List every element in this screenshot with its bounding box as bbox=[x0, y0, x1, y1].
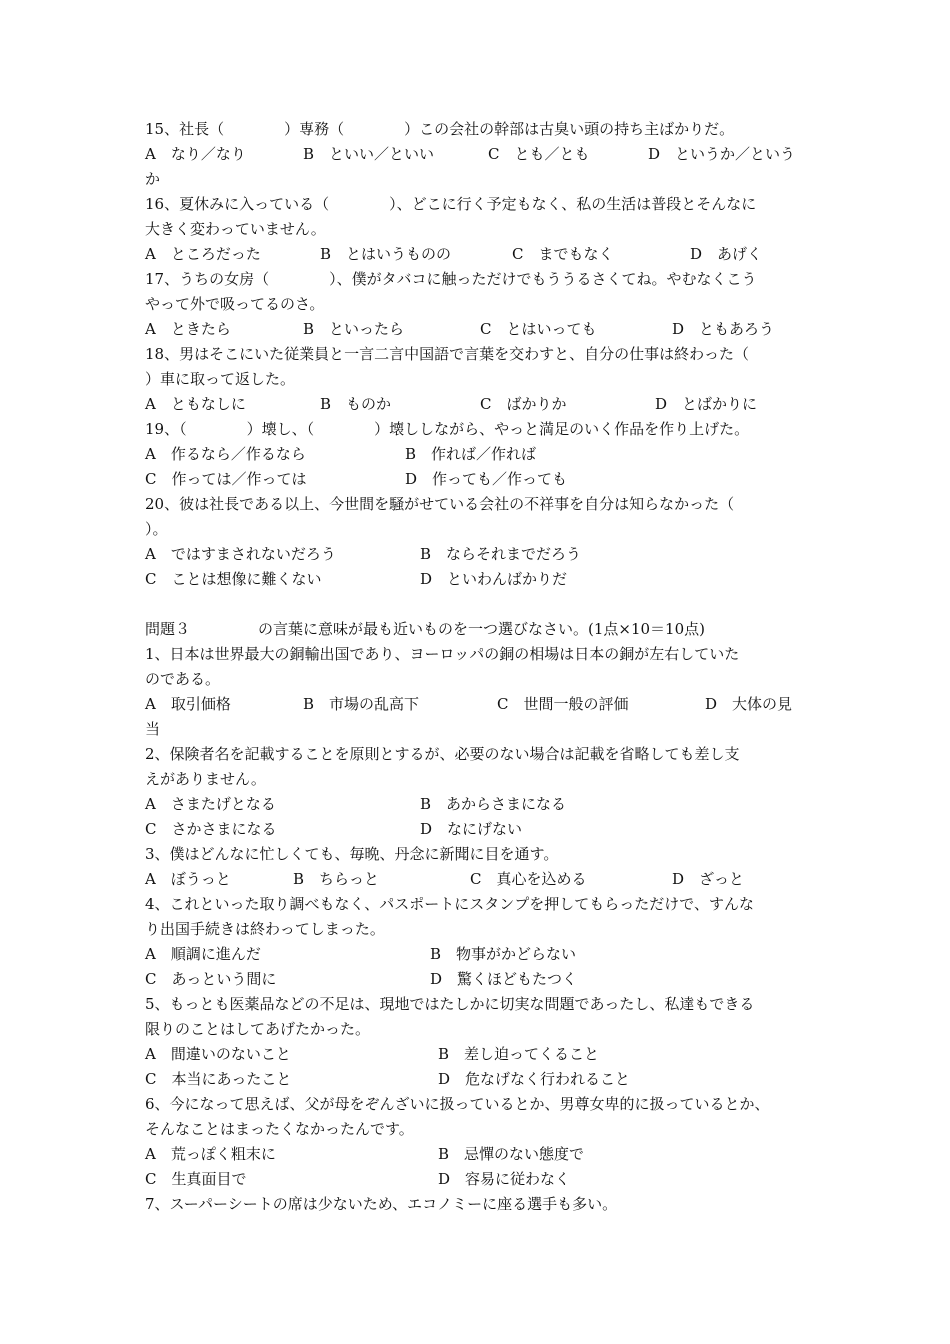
q16-option-d: D あげく bbox=[690, 245, 763, 263]
q20-option-a: A ではすまされないだろう bbox=[145, 545, 336, 563]
question-19-stem: 19、（ ）壊し、（ ）壊ししながら、やっと満足のいく作品を作り上げた。 bbox=[145, 420, 750, 438]
q19-option-c: C 作っては／作っては bbox=[145, 470, 307, 488]
q20-option-b: B ならそれまでだろう bbox=[420, 545, 582, 563]
q18-option-a: A ともなしに bbox=[145, 395, 246, 413]
s3q1-option-c: C 世間一般の評価 bbox=[497, 695, 629, 713]
s3q1-option-d: D 大体の見 bbox=[705, 695, 793, 713]
s3q1-option-a: A 取引価格 bbox=[145, 695, 231, 713]
s3-question-2-stem-line2: えがありません。 bbox=[145, 770, 266, 788]
s3-question-6-stem-line1: 6、今になって思えば、父が母をぞんざいに扱っているとか、男尊女卑的に扱っているとか、 bbox=[145, 1095, 770, 1113]
s3-question-1-stem-line2: のである。 bbox=[145, 670, 221, 688]
s3q3-option-b: B ちらっと bbox=[293, 870, 380, 888]
s3q2-option-c: C さかさまになる bbox=[145, 820, 277, 838]
q16-option-c: C までもなく bbox=[512, 245, 614, 263]
s3-question-5-stem-line1: 5、もっとも医薬品などの不足は、現地ではたしかに切実な問題であったし、私達もできる bbox=[145, 995, 755, 1013]
q18-option-c: C ばかりか bbox=[480, 395, 567, 413]
s3-question-6-stem-line2: そんなことはまったくなかったんです。 bbox=[145, 1120, 414, 1138]
question-18-stem-line2: ）車に取って返した。 bbox=[145, 370, 296, 388]
s3q2-option-d: D なにげない bbox=[420, 820, 523, 838]
q15-option-a: A なり／なり bbox=[145, 145, 246, 163]
s3-question-4-stem-line1: 4、これといった取り調べもなく、パスポートにスタンプを押してもらっただけで、すんな bbox=[145, 895, 754, 913]
s3q2-option-a: A さまたげとなる bbox=[145, 795, 276, 813]
question-17-stem-line2: やって外で吸ってるのさ。 bbox=[145, 295, 325, 313]
q20-option-c: C ことは想像に難くない bbox=[145, 570, 322, 588]
s3-question-3-stem: 3、僕はどんなに忙しくても、毎晩、丹念に新聞に目を通す。 bbox=[145, 845, 559, 863]
s3q3-option-d: D ざっと bbox=[672, 870, 745, 888]
s3q3-option-c: C 真心を込める bbox=[470, 870, 587, 888]
q19-option-b: B 作れば／作れば bbox=[405, 445, 537, 463]
question-17-stem-line1: 17、うちの女房（ ）、僕がタバコに触っただけでもううるさくてね。やむなくこう bbox=[145, 270, 757, 288]
q19-option-a: A 作るなら／作るなら bbox=[145, 445, 306, 463]
section-3-instruction: の言葉に意味が最も近いものを一つ選びなさい。(1点×10＝10点) bbox=[258, 620, 705, 638]
q17-option-c: C とはいっても bbox=[480, 320, 597, 338]
s3-question-7-stem: 7、スーパーシートの席は少ないため、エコノミーに座る選手も多い。 bbox=[145, 1195, 618, 1213]
q16-option-a: A ところだった bbox=[145, 245, 261, 263]
question-18-stem-line1: 18、男はそこにいた従業員と一言二言中国語で言葉を交わすと、自分の仕事は終わった（ bbox=[145, 345, 749, 363]
s3q5-option-b: B 差し迫ってくること bbox=[438, 1045, 600, 1063]
q15-option-d-wrap: か bbox=[145, 170, 161, 188]
question-16-stem-line1: 16、夏休みに入っている（ ）、どこに行く予定もなく、私の生活は普段とそんなに bbox=[145, 195, 757, 213]
s3q4-option-a: A 順調に進んだ bbox=[145, 945, 261, 963]
s3-question-5-stem-line2: 限りのことはしてあげたかった。 bbox=[145, 1020, 371, 1038]
s3-question-1-stem-line1: 1、日本は世界最大の銅輸出国であり、ヨーロッパの銅の相場は日本の銅が左右していた bbox=[145, 645, 740, 663]
s3-question-4-stem-line2: り出国手続きは終わってしまった。 bbox=[145, 920, 385, 938]
s3q5-option-c: C 本当にあったこと bbox=[145, 1070, 292, 1088]
q18-option-d: D とばかりに bbox=[655, 395, 758, 413]
q16-option-b: B とはいうものの bbox=[320, 245, 452, 263]
section-3-label: 問題３ bbox=[145, 620, 191, 638]
q17-option-b: B といったら bbox=[303, 320, 405, 338]
s3q5-option-a: A 間違いのないこと bbox=[145, 1045, 291, 1063]
question-16-stem-line2: 大きく変わっていません。 bbox=[145, 220, 326, 238]
s3q6-option-d: D 容易に従わなく bbox=[438, 1170, 571, 1188]
s3q6-option-a: A 荒っぽく粗末に bbox=[145, 1145, 276, 1163]
s3q3-option-a: A ぼうっと bbox=[145, 870, 231, 888]
s3-question-2-stem-line1: 2、保険者名を記載することを原則とするが、必要のない場合は記載を省略しても差し支 bbox=[145, 745, 740, 763]
q17-option-a: A ときたら bbox=[145, 320, 231, 338]
s3q5-option-d: D 危なげなく行われること bbox=[438, 1070, 631, 1088]
question-20-stem-line2: ）。 bbox=[145, 520, 168, 538]
q19-option-d: D 作っても／作っても bbox=[405, 470, 568, 488]
question-20-stem-line1: 20、彼は社長である以上、今世間を騒がせている会社の不祥事を自分は知らなかった（ bbox=[145, 495, 735, 513]
s3q2-option-b: B あからさまになる bbox=[420, 795, 567, 813]
question-15-stem: 15、社長（ ）専務（ ）この会社の幹部は古臭い頭の持ち主ばかりだ。 bbox=[145, 120, 735, 138]
q15-option-c: C とも／とも bbox=[488, 145, 590, 163]
s3q4-option-b: B 物事がかどらない bbox=[430, 945, 577, 963]
q18-option-b: B ものか bbox=[320, 395, 392, 413]
s3q6-option-c: C 生真面目で bbox=[145, 1170, 247, 1188]
s3q6-option-b: B 忌憚のない態度で bbox=[438, 1145, 585, 1163]
q15-option-d: D というか／という bbox=[648, 145, 796, 163]
s3q4-option-c: C あっという間に bbox=[145, 970, 277, 988]
s3q1-option-d-wrap: 当 bbox=[145, 720, 161, 738]
s3q1-option-b: B 市場の乱高下 bbox=[303, 695, 420, 713]
s3q4-option-d: D 驚くほどもたつく bbox=[430, 970, 578, 988]
q20-option-d: D といわんばかりだ bbox=[420, 570, 568, 588]
q15-option-b: B といい／といい bbox=[303, 145, 435, 163]
q17-option-d: D ともあろう bbox=[672, 320, 775, 338]
